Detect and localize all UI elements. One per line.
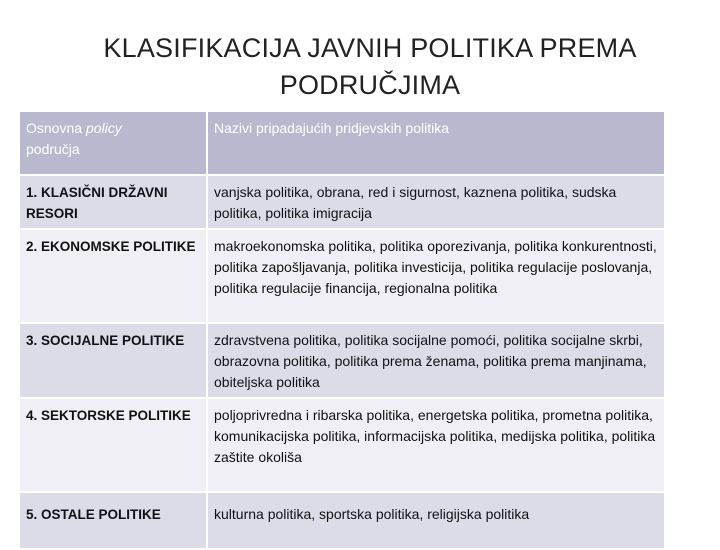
header-col1-italic: policy — [85, 120, 122, 136]
table-row — [20, 229, 665, 323]
row-category: 4. SEKTORSKE POLITIKE — [20, 398, 207, 492]
header-col1-text: Osnovna — [26, 120, 86, 136]
header-col1-text-2: područja — [26, 141, 80, 157]
row-policies: poljoprivredna i ribarska politika, energetska politika, prometna politika, komunikacijska politika, informacijska politika, medijska politika, politika zaštite okoliša — [207, 398, 665, 492]
table-row — [20, 492, 665, 549]
table-row — [20, 175, 665, 229]
row-category: 3. SOCIJALNE POLITIKE — [20, 323, 207, 398]
header-policy-areas — [20, 112, 207, 175]
header-policy-names: Nazivi pripadajućih pridjevskih politika — [207, 112, 665, 175]
row-category: 2. EKONOMSKE POLITIKE — [20, 229, 207, 323]
title-line-2: PODRUČJIMA — [279, 70, 461, 100]
table-row — [20, 323, 665, 398]
row-policies: kulturna politika, sportska politika, religijska politika — [207, 492, 665, 549]
row-category: 5. OSTALE POLITIKE — [20, 492, 207, 549]
row-policies: makroekonomska politika, politika oporezivanja, politika konkurentnosti, politika zapošljavanja, politika investicija, politika regulacije poslovanja, politika regulacije financija, regionalna politika — [207, 229, 665, 323]
row-policies: zdravstvena politika, politika socijalne pomoći, politika socijalne skrbi, obrazovna politika, politika prema ženama, politika prema manjinama, obiteljska politika — [207, 323, 665, 398]
row-category: 1. KLASIČNI DRŽAVNI RESORI — [20, 175, 207, 229]
row-policies: vanjska politika, obrana, red i sigurnost, kaznena politika, sudska politika, politika imigracija — [207, 175, 665, 229]
table-header-row — [20, 112, 665, 175]
policy-classification-table — [20, 112, 666, 550]
title-line-1: KLASIFIKACIJA JAVNIH POLITIKA PREMA — [103, 33, 637, 63]
table-row — [20, 398, 665, 492]
page-title — [60, 30, 680, 104]
